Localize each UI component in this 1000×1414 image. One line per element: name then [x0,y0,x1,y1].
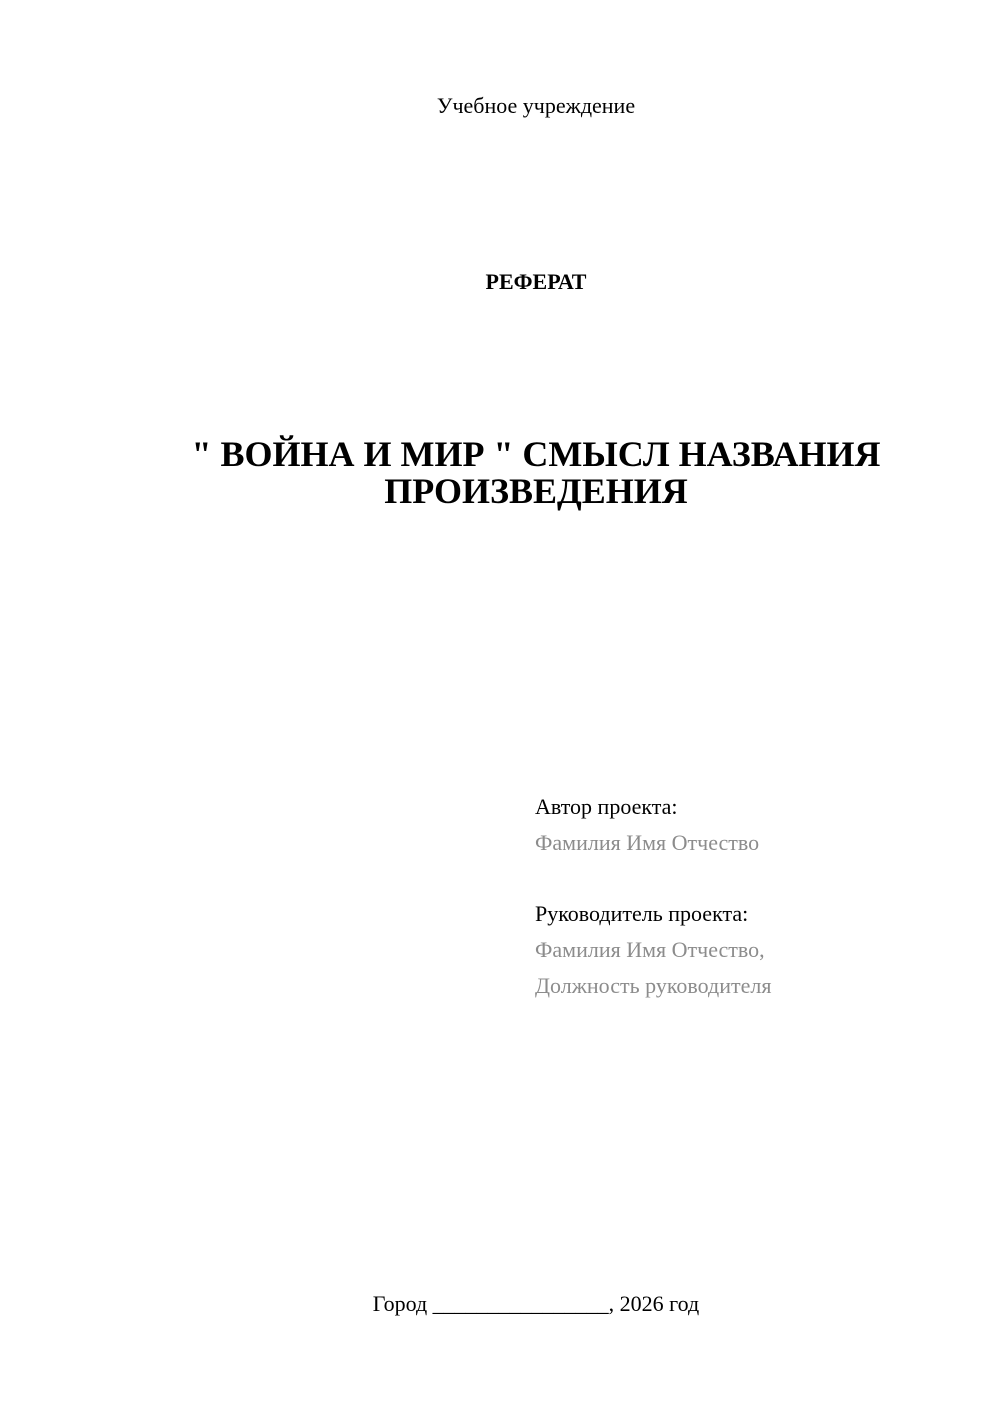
spacer [535,861,975,896]
supervisor-label: Руководитель проекта: [535,901,749,926]
supervisor-position: Должность руководителя [535,973,772,998]
project-info-block [535,789,975,1004]
document-title-line-1: " ВОЙНА И МИР " СМЫСЛ НАЗВАНИЯ [191,434,881,474]
supervisor-name: Фамилия Имя Отчество, [535,937,765,962]
city-year-footer: Город ________________, 2026 год [372,1291,700,1316]
author-label: Автор проекта: [535,794,678,819]
document-type: РЕФЕРАТ [485,269,587,294]
institution-name: Учебное учреждение [436,93,636,118]
document-title [150,436,922,510]
author-name: Фамилия Имя Отчество [535,830,760,855]
document-title-line-2: ПРОИЗВЕДЕНИЯ [384,471,688,511]
